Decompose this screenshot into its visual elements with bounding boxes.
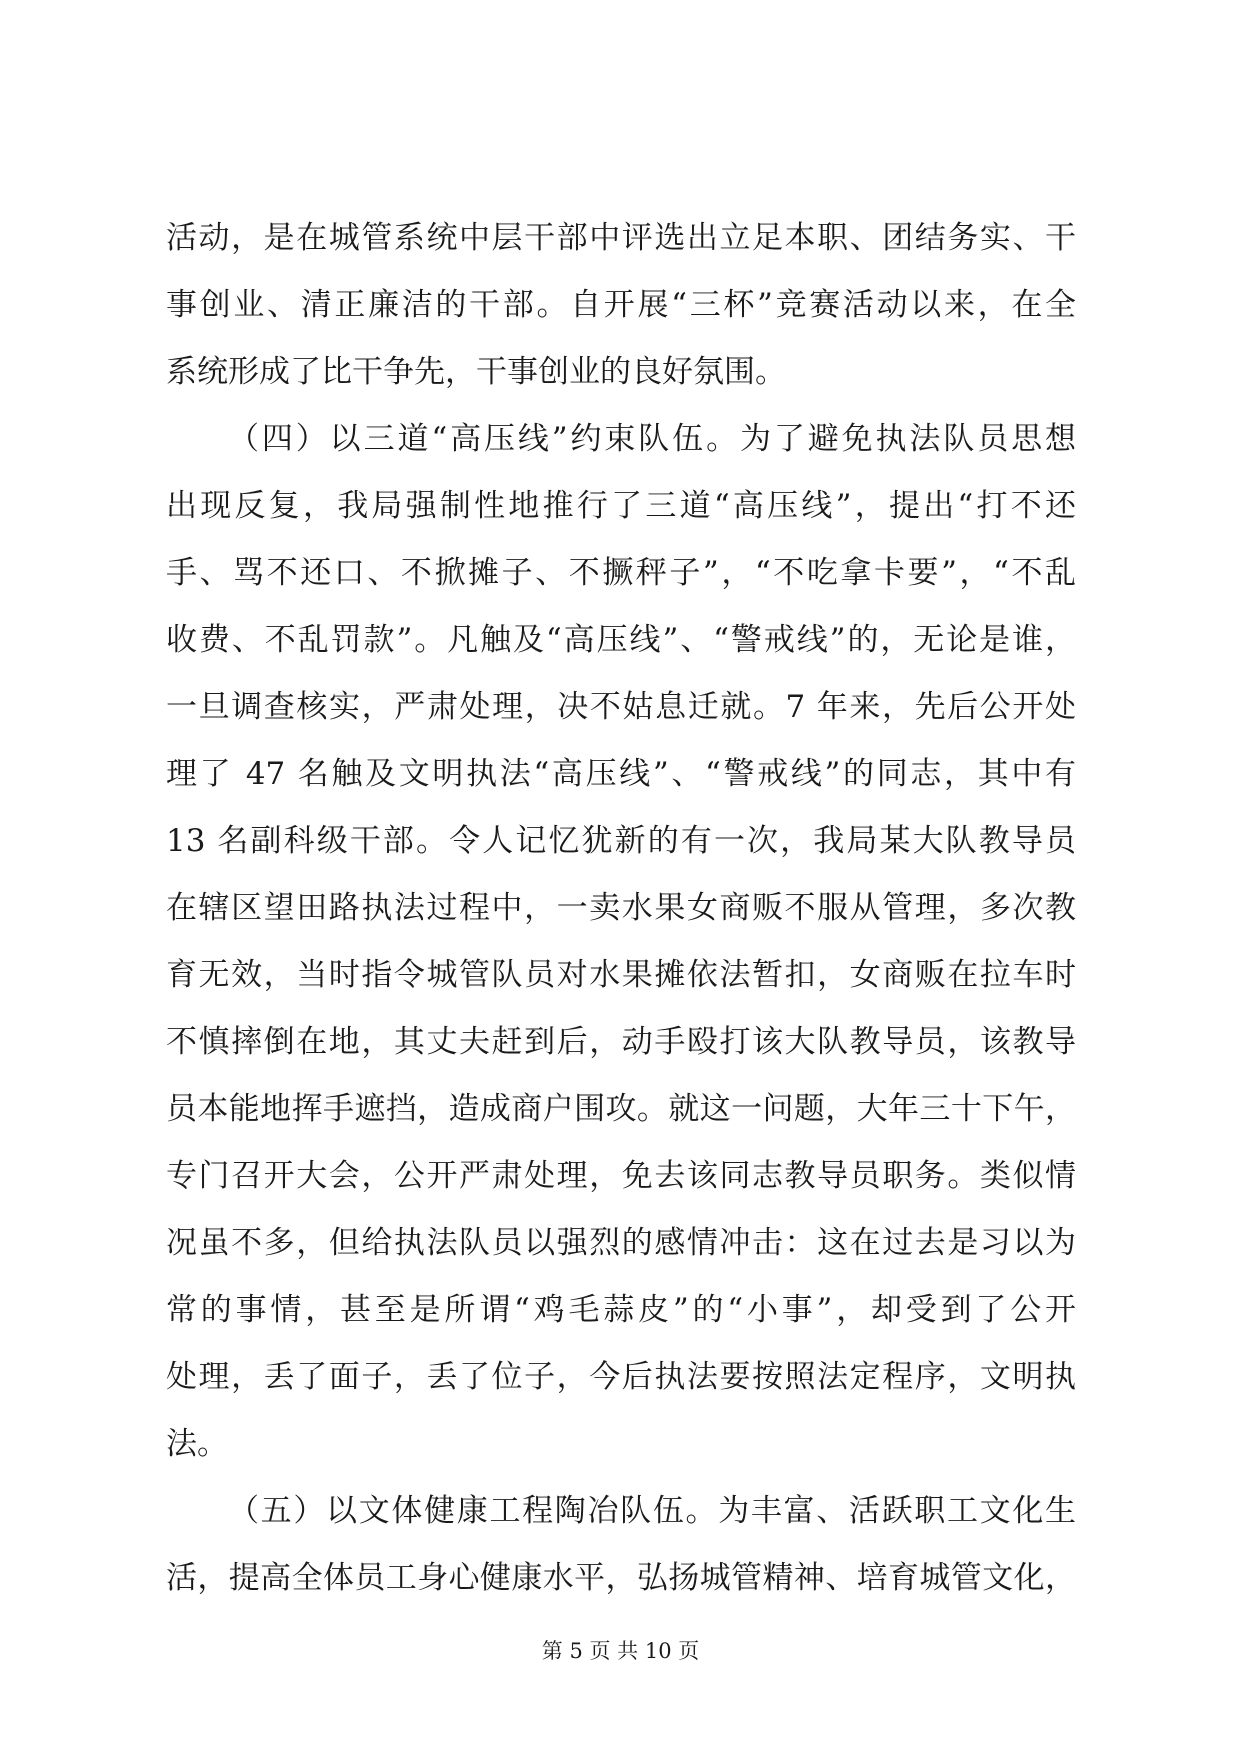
- text-line: 13 名副科级干部。令人记忆犹新的有一次，我局某大队教导员: [166, 823, 1076, 859]
- text-line: 常的事情，甚至是所谓“鸡毛蒜皮”的“小事”，却受到了公开: [166, 1292, 1076, 1328]
- text-line: 收费、不乱罚款”。凡触及“高压线”、“警戒线”的，无论是谁，: [166, 622, 1076, 658]
- page-footer: 第 5 页 共 10 页: [541, 1639, 700, 1663]
- text-line: 系统形成了比干争先，干事创业的良好氛围。: [166, 354, 786, 390]
- text-line: 处理，丢了面子，丢了位子，今后执法要按照法定程序，文明执: [166, 1359, 1076, 1395]
- text-line: 法。: [166, 1426, 228, 1462]
- text-line: 在辖区望田路执法过程中，一卖水果女商贩不服从管理，多次教: [166, 890, 1076, 926]
- text-line: 出现反复，我局强制性地推行了三道“高压线”，提出“打不还: [166, 488, 1076, 524]
- text-line: 活动，是在城管系统中层干部中评选出立足本职、团结务实、干: [166, 220, 1076, 256]
- paragraph-heading-4: （四）以三道“高压线”约束队伍。为了避免执法队员思想: [228, 421, 1076, 457]
- text-line: 育无效，当时指令城管队员对水果摊依法暂扣，女商贩在拉车时: [166, 957, 1076, 993]
- text-line: 不慎摔倒在地，其丈夫赶到后，动手殴打该大队教导员，该教导: [166, 1024, 1076, 1060]
- text-line: 员本能地挥手遮挡，造成商户围攻。就这一问题，大年三十下午，: [166, 1091, 1076, 1127]
- paragraph-heading-5: （五）以文体健康工程陶冶队伍。为丰富、活跃职工文化生: [228, 1493, 1076, 1529]
- text-line: 专门召开大会，公开严肃处理，免去该同志教导员职务。类似情: [166, 1158, 1076, 1194]
- text-line: 手、骂不还口、不掀摊子、不撅秤子”，“不吃拿卡要”，“不乱: [166, 555, 1076, 591]
- text-line: 活，提高全体员工身心健康水平，弘扬城管精神、培育城管文化，: [166, 1560, 1076, 1596]
- text-line: 一旦调查核实，严肃处理，决不姑息迁就。7 年来，先后公开处: [166, 689, 1076, 725]
- text-line: 况虽不多，但给执法队员以强烈的感情冲击：这在过去是习以为: [166, 1225, 1076, 1261]
- text-line: 理了 47 名触及文明执法“高压线”、“警戒线”的同志，其中有: [166, 756, 1076, 792]
- text-line: 事创业、清正廉洁的干部。自开展“三杯”竞赛活动以来，在全: [166, 287, 1076, 323]
